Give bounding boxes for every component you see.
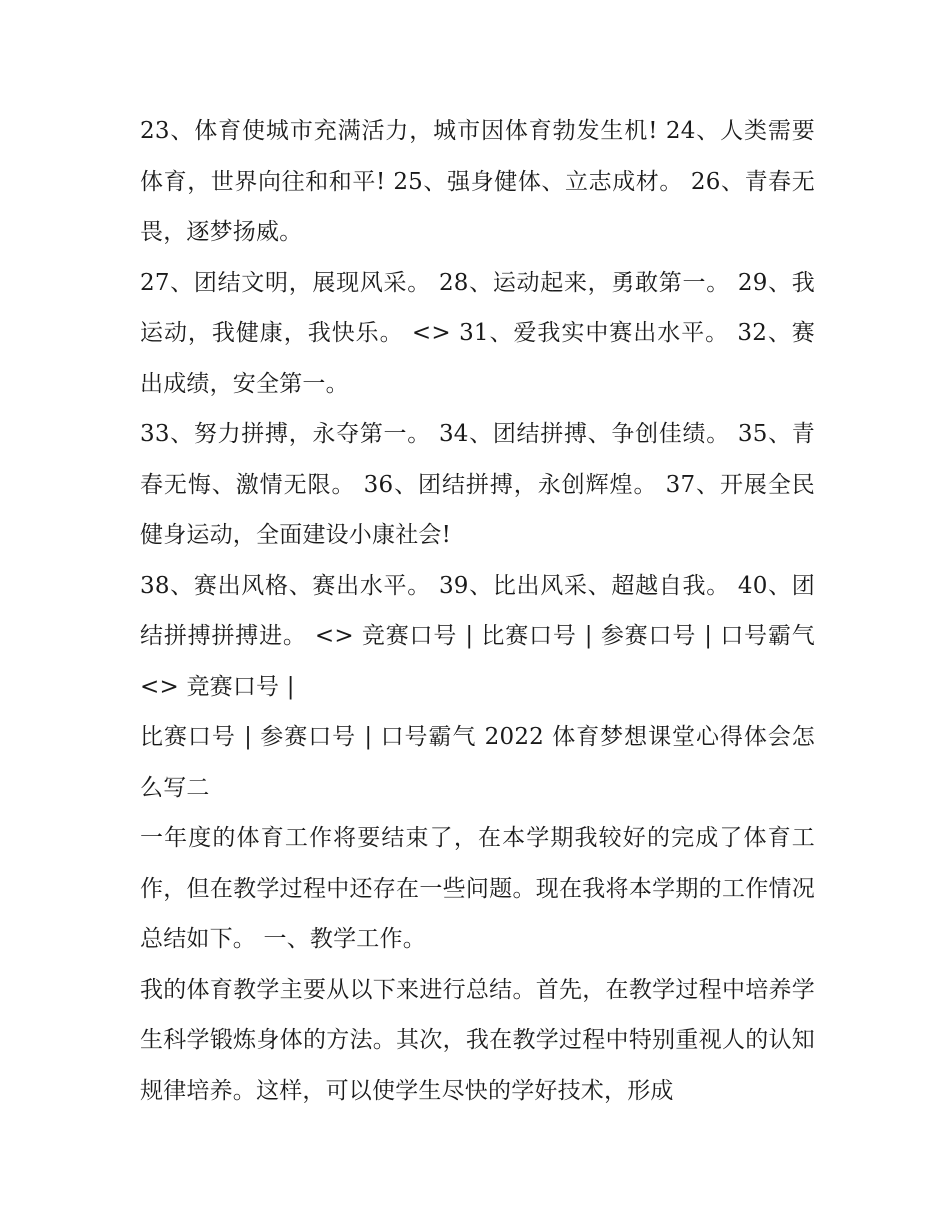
paragraph-title-line: 比赛口号 | 参赛口号 | 口号霸气 2022 体育梦想课堂心得体会怎么写二 bbox=[140, 724, 815, 801]
paragraph-slogans-33-37: 33、努力拼搏，永夺第一。 34、团结拼搏、争创佳绩。 35、青春无悔、激情无限。 36、团结拼搏，永创辉煌。 37、开展全民健身运动，全面建设小康社会! bbox=[140, 421, 815, 548]
paragraph-slogans-38-40: 38、赛出风格、赛出水平。 39、比出风采、超越自我。 40、团结拼搏拼搏进。 <> 竞赛口号 | 比赛口号 | 参赛口号 | 口号霸气 <> 竞赛口号 | bbox=[140, 572, 815, 700]
paragraph-intro: 一年度的体育工作将要结束了，在本学期我较好的完成了体育工作，但在教学过程中还存在一些问题。现在我将本学期的工作情况总结如下。 一、教学工作。 bbox=[140, 825, 815, 952]
paragraph-slogans-27-32: 27、团结文明，展现风采。 28、运动起来，勇敢第一。 29、我运动，我健康，我快乐。 <> 31、爱我实中赛出水平。 32、赛出成绩，安全第一。 bbox=[140, 269, 815, 397]
paragraph-teaching-summary: 我的体育教学主要从以下来进行总结。首先，在教学过程中培养学生科学锻炼身体的方法。其次，我在教学过程中特别重视人的认知规律培养。这样，可以使学生尽快的学好技术，形成 bbox=[140, 976, 815, 1104]
paragraph-slogans-23-26: 23、体育使城市充满活力，城市因体育勃发生机! 24、人类需要体育，世界向往和和平! 25、强身健体、立志成材。 26、青春无畏，逐梦扬威。 bbox=[140, 118, 815, 245]
document-body bbox=[140, 106, 815, 1116]
